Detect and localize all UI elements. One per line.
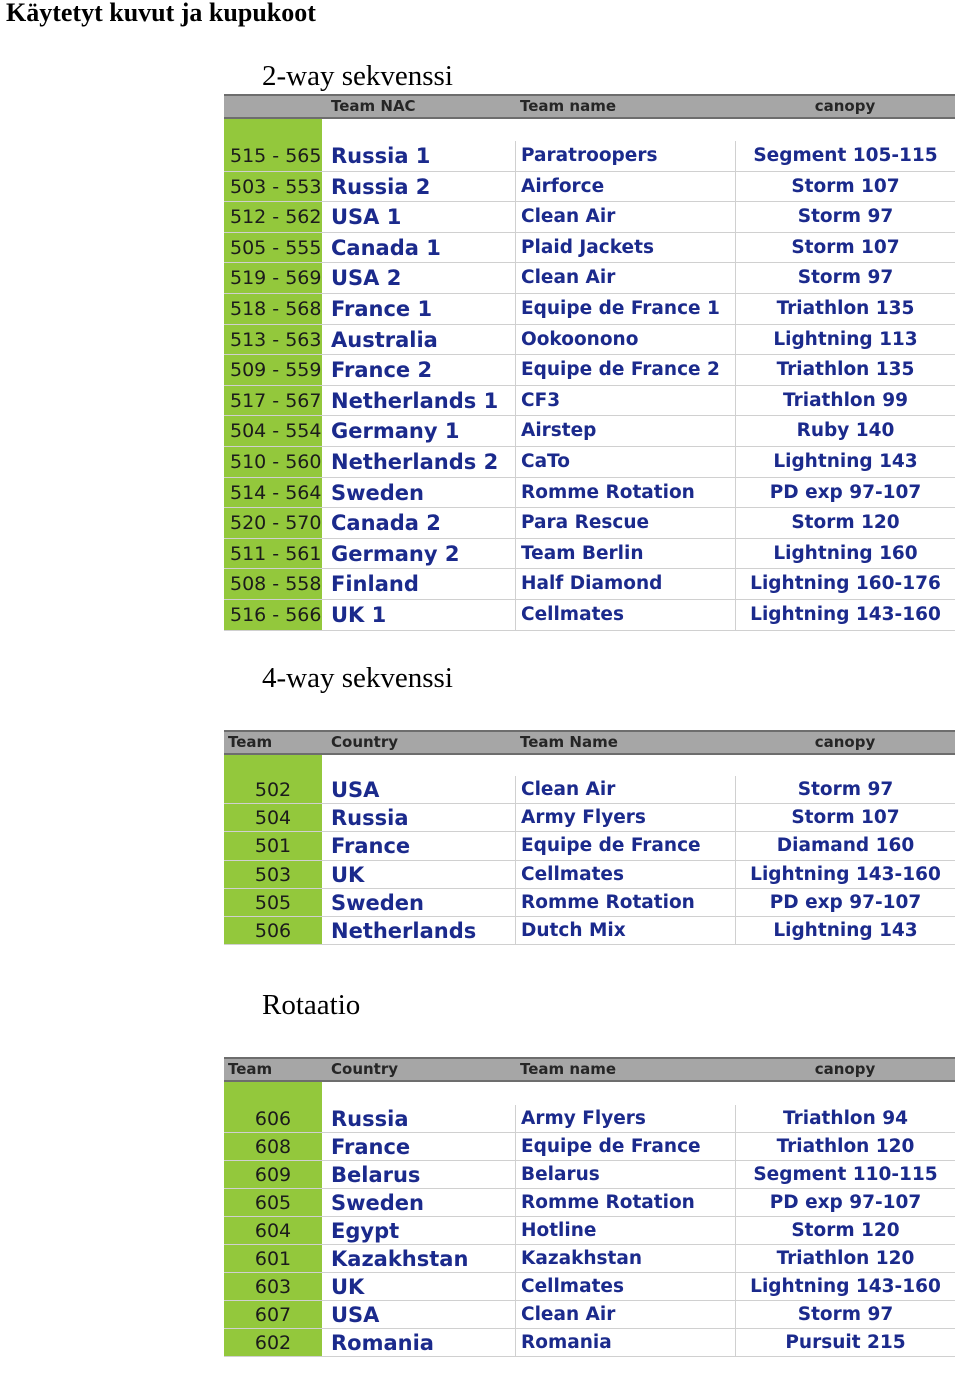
- header-country: Country: [322, 732, 515, 753]
- table-row: [224, 1329, 955, 1357]
- team-id-cell: 513 - 563: [224, 325, 322, 355]
- table-header: [224, 730, 955, 755]
- header-cell-empty: [224, 96, 322, 117]
- country-cell: Germany 2: [322, 539, 515, 569]
- table-body: [224, 776, 955, 945]
- header-canopy: canopy: [814, 97, 876, 115]
- country-cell: France 2: [322, 355, 515, 385]
- table-4way: [224, 730, 955, 945]
- table-row: [224, 294, 955, 325]
- table-row: [224, 478, 955, 509]
- team-id-cell: 504: [224, 804, 322, 831]
- country-cell: Romania: [322, 1329, 515, 1356]
- table-row: [224, 1217, 955, 1245]
- country-cell: France 1: [322, 294, 515, 324]
- table-row: [224, 1301, 955, 1329]
- country-cell: USA: [322, 776, 515, 803]
- country-cell: Russia: [322, 1105, 515, 1132]
- country-cell: Sweden: [322, 478, 515, 508]
- team-name-cell: Cellmates: [515, 861, 735, 888]
- team-name-cell: Equipe de France: [515, 832, 735, 859]
- team-name-cell: Clean Air: [515, 1301, 735, 1328]
- team-name-cell: Cellmates: [515, 1273, 735, 1300]
- table-row: [224, 1161, 955, 1189]
- team-id-cell: 601: [224, 1245, 322, 1272]
- country-cell: Netherlands: [322, 917, 515, 944]
- header-team: Team: [224, 1059, 322, 1080]
- canopy-cell: Ruby 140: [735, 416, 955, 446]
- canopy-cell: Lightning 143-160: [735, 861, 955, 888]
- canopy-cell: Segment 105-115: [735, 141, 955, 171]
- team-id-cell: 504 - 554: [224, 416, 322, 446]
- team-name-cell: Kazakhstan: [515, 1245, 735, 1272]
- canopy-cell: Storm 107: [735, 804, 955, 831]
- table-row: [224, 263, 955, 294]
- country-cell: Sweden: [322, 1189, 515, 1216]
- team-name-cell: Army Flyers: [515, 804, 735, 831]
- header-team-name: Team name: [520, 1060, 616, 1078]
- table-row: [224, 325, 955, 356]
- table-row: [224, 1105, 955, 1133]
- canopy-cell: Storm 97: [735, 202, 955, 232]
- table-header: [224, 1057, 955, 1082]
- header-canopy: canopy: [814, 733, 876, 751]
- canopy-cell: Storm 97: [735, 1301, 955, 1328]
- team-name-cell: Plaid Jackets: [515, 233, 735, 263]
- table-row: [224, 600, 955, 631]
- team-id-cell: 503 - 553: [224, 172, 322, 202]
- team-id-cell: 606: [224, 1105, 322, 1132]
- team-id-cell: 514 - 564: [224, 478, 322, 508]
- country-cell: UK: [322, 1273, 515, 1300]
- canopy-cell: Lightning 143-160: [735, 1273, 955, 1300]
- canopy-cell: Triathlon 99: [735, 386, 955, 416]
- section-title-4way: 4-way sekvenssi: [262, 662, 453, 694]
- team-id-cell: 501: [224, 832, 322, 859]
- canopy-cell: Lightning 160-176: [735, 569, 955, 599]
- table-row: [224, 386, 955, 417]
- team-name-cell: Equipe de France 1: [515, 294, 735, 324]
- table-row: [224, 416, 955, 447]
- team-id-cell: 516 - 566: [224, 600, 322, 630]
- canopy-cell: Storm 97: [735, 776, 955, 803]
- country-cell: UK: [322, 861, 515, 888]
- team-name-cell: Romme Rotation: [515, 889, 735, 916]
- canopy-cell: Triathlon 135: [735, 355, 955, 385]
- country-cell: Kazakhstan: [322, 1245, 515, 1272]
- team-name-cell: Romme Rotation: [515, 478, 735, 508]
- country-cell: Netherlands 2: [322, 447, 515, 477]
- canopy-cell: PD exp 97-107: [735, 889, 955, 916]
- table-row: [224, 447, 955, 478]
- country-cell: Russia 1: [322, 141, 515, 171]
- team-id-cell: 505 - 555: [224, 233, 322, 263]
- canopy-cell: Triathlon 94: [735, 1105, 955, 1132]
- header-team-name: Team name: [520, 97, 616, 115]
- team-id-cell: 503: [224, 861, 322, 888]
- country-cell: Finland: [322, 569, 515, 599]
- country-cell: Australia: [322, 325, 515, 355]
- canopy-cell: Lightning 143-160: [735, 600, 955, 630]
- header-team-name: Team Name: [520, 733, 618, 751]
- team-id-cell: 608: [224, 1133, 322, 1160]
- team-name-cell: Equipe de France: [515, 1133, 735, 1160]
- table-row: [224, 917, 955, 945]
- team-name-cell: Cellmates: [515, 600, 735, 630]
- canopy-cell: Storm 120: [735, 1217, 955, 1244]
- table-body: [224, 141, 955, 631]
- table-row: [224, 889, 955, 917]
- canopy-cell: Diamand 160: [735, 832, 955, 859]
- team-name-cell: Hotline: [515, 1217, 735, 1244]
- country-cell: Sweden: [322, 889, 515, 916]
- header-canopy: canopy: [814, 1060, 876, 1078]
- country-cell: Belarus: [322, 1161, 515, 1188]
- canopy-cell: Triathlon 120: [735, 1133, 955, 1160]
- team-id-cell: 508 - 558: [224, 569, 322, 599]
- country-cell: France: [322, 832, 515, 859]
- team-name-cell: Equipe de France 2: [515, 355, 735, 385]
- table-row: [224, 1189, 955, 1217]
- team-id-cell: 604: [224, 1217, 322, 1244]
- country-cell: France: [322, 1133, 515, 1160]
- table-row: [224, 832, 955, 860]
- canopy-cell: Storm 107: [735, 233, 955, 263]
- header-spacer: [224, 119, 955, 141]
- section-title-2way: 2-way sekvenssi: [262, 60, 453, 92]
- table-2way: [224, 94, 955, 631]
- table-row: [224, 861, 955, 889]
- canopy-cell: Triathlon 120: [735, 1245, 955, 1272]
- team-id-cell: 607: [224, 1301, 322, 1328]
- team-id-cell: 515 - 565: [224, 141, 322, 171]
- country-cell: Canada 2: [322, 508, 515, 538]
- table-rotaatio: [224, 1057, 955, 1357]
- team-name-cell: Airforce: [515, 172, 735, 202]
- canopy-cell: PD exp 97-107: [735, 478, 955, 508]
- country-cell: Germany 1: [322, 416, 515, 446]
- team-id-cell: 519 - 569: [224, 263, 322, 293]
- canopy-cell: PD exp 97-107: [735, 1189, 955, 1216]
- team-id-cell: 506: [224, 917, 322, 944]
- team-id-cell: 605: [224, 1189, 322, 1216]
- country-cell: USA: [322, 1301, 515, 1328]
- table-row: [224, 569, 955, 600]
- team-id-cell: 505: [224, 889, 322, 916]
- section-title-rotaatio: Rotaatio: [262, 989, 361, 1021]
- team-id-cell: 609: [224, 1161, 322, 1188]
- team-id-cell: 520 - 570: [224, 508, 322, 538]
- table-row: [224, 233, 955, 264]
- country-cell: Canada 1: [322, 233, 515, 263]
- page-title: Käytetyt kuvut ja kupukoot: [6, 0, 316, 27]
- table-row: [224, 508, 955, 539]
- canopy-cell: Segment 110-115: [735, 1161, 955, 1188]
- header-spacer: [224, 755, 955, 776]
- canopy-cell: Lightning 113: [735, 325, 955, 355]
- team-id-cell: 502: [224, 776, 322, 803]
- canopy-cell: Triathlon 135: [735, 294, 955, 324]
- table-row: [224, 355, 955, 386]
- header-spacer: [224, 1082, 955, 1105]
- canopy-cell: Lightning 143: [735, 917, 955, 944]
- canopy-cell: Storm 107: [735, 172, 955, 202]
- table-row: [224, 1133, 955, 1161]
- team-name-cell: Ookoonono: [515, 325, 735, 355]
- table-body: [224, 1105, 955, 1357]
- team-name-cell: Clean Air: [515, 776, 735, 803]
- team-id-cell: 511 - 561: [224, 539, 322, 569]
- table-row: [224, 539, 955, 570]
- canopy-cell: Storm 97: [735, 263, 955, 293]
- team-name-cell: Dutch Mix: [515, 917, 735, 944]
- country-cell: Egypt: [322, 1217, 515, 1244]
- table-header: [224, 94, 955, 119]
- team-name-cell: Belarus: [515, 1161, 735, 1188]
- table-row: [224, 202, 955, 233]
- team-name-cell: CF3: [515, 386, 735, 416]
- header-team-nac: Team NAC: [322, 96, 515, 117]
- team-name-cell: CaTo: [515, 447, 735, 477]
- country-cell: Russia 2: [322, 172, 515, 202]
- table-row: [224, 172, 955, 203]
- team-id-cell: 518 - 568: [224, 294, 322, 324]
- header-team: Team: [224, 732, 322, 753]
- team-name-cell: Team Berlin: [515, 539, 735, 569]
- header-country: Country: [322, 1059, 515, 1080]
- team-name-cell: Half Diamond: [515, 569, 735, 599]
- table-row: [224, 141, 955, 172]
- team-id-cell: 509 - 559: [224, 355, 322, 385]
- team-name-cell: Airstep: [515, 416, 735, 446]
- team-name-cell: Clean Air: [515, 263, 735, 293]
- team-id-cell: 602: [224, 1329, 322, 1356]
- team-id-cell: 517 - 567: [224, 386, 322, 416]
- team-name-cell: Paratroopers: [515, 141, 735, 171]
- country-cell: UK 1: [322, 600, 515, 630]
- team-name-cell: Army Flyers: [515, 1105, 735, 1132]
- team-id-cell: 603: [224, 1273, 322, 1300]
- table-row: [224, 1273, 955, 1301]
- country-cell: USA 1: [322, 202, 515, 232]
- canopy-cell: Pursuit 215: [735, 1329, 955, 1356]
- team-name-cell: Clean Air: [515, 202, 735, 232]
- team-name-cell: Romania: [515, 1329, 735, 1356]
- table-row: [224, 776, 955, 804]
- canopy-cell: Lightning 160: [735, 539, 955, 569]
- country-cell: USA 2: [322, 263, 515, 293]
- table-row: [224, 804, 955, 832]
- team-name-cell: Romme Rotation: [515, 1189, 735, 1216]
- country-cell: Netherlands 1: [322, 386, 515, 416]
- team-id-cell: 512 - 562: [224, 202, 322, 232]
- team-id-cell: 510 - 560: [224, 447, 322, 477]
- country-cell: Russia: [322, 804, 515, 831]
- canopy-cell: Storm 120: [735, 508, 955, 538]
- canopy-cell: Lightning 143: [735, 447, 955, 477]
- team-name-cell: Para Rescue: [515, 508, 735, 538]
- table-row: [224, 1245, 955, 1273]
